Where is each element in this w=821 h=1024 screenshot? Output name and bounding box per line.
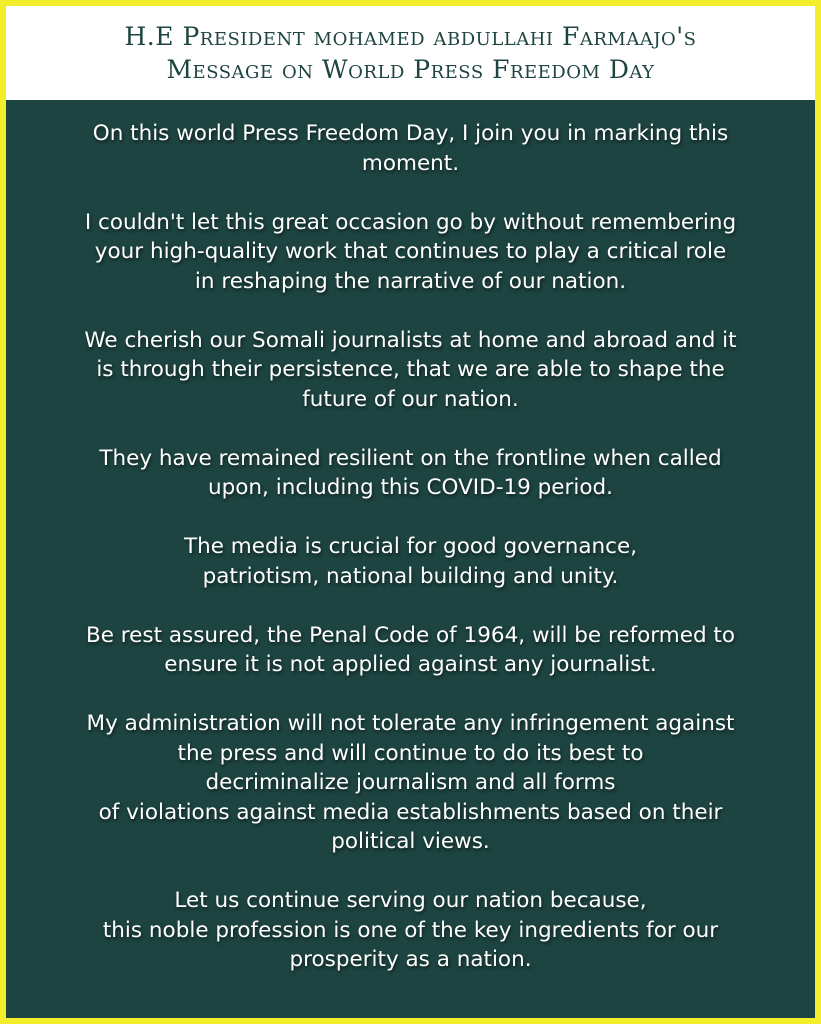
paragraph-line: moment. (361, 150, 460, 176)
paragraph-line: is through their persistence, that we are able to shape the (96, 357, 725, 382)
paragraph-line: your high-quality work that continues to play a critical role (94, 239, 727, 264)
paragraph-1 (26, 119, 795, 178)
paragraph-line: the press and will continue to do its best to (177, 740, 644, 766)
paragraph-7 (26, 709, 795, 857)
paragraph-line: decriminalize journalism and all forms (205, 770, 616, 795)
paragraph-line: On this world Press Freedom Day, I join you in marking this (92, 121, 729, 146)
title-line-2: Message on World Press Freedom Day (166, 55, 655, 84)
paragraph-line: ensure it is not applied against any journalist. (164, 652, 657, 677)
message-body (26, 119, 795, 975)
paragraph-line: We cherish our Somali journalists at home and abroad and it (84, 327, 737, 353)
paragraph-line: They have remained resilient on the frontline when called (99, 445, 722, 471)
paragraph-6 (26, 621, 795, 680)
paragraph-2 (26, 208, 795, 297)
paragraph-line: I couldn't let this great occasion go by without remembering (84, 209, 737, 235)
paragraph-line: Be rest assured, the Penal Code of 1964, will be reformed to (85, 622, 736, 648)
paragraph-line: in reshaping the narrative of our nation. (194, 268, 627, 294)
paragraph-line: The media is crucial for good governance, (183, 534, 638, 559)
paragraph-8 (26, 886, 795, 975)
paragraph-line: this noble profession is one of the key ingredients for our (102, 917, 719, 943)
title-line-1: H.E President mohamed abdullahi Farmaajo's (124, 22, 697, 51)
message-card (6, 6, 815, 1018)
paragraph-5 (26, 532, 795, 591)
paragraph-line: future of our nation. (302, 386, 519, 412)
title-banner (6, 6, 815, 100)
paragraph-3 (26, 326, 795, 415)
paragraph-line: of violations against media establishments based on their (98, 799, 723, 825)
paragraph-4 (26, 444, 795, 503)
paragraph-line: political views. (331, 829, 490, 854)
paragraph-line: My administration will not tolerate any infringement against (86, 711, 735, 736)
paragraph-line: patriotism, national building and unity. (202, 563, 619, 589)
paragraph-line: upon, including this COVID-19 period. (208, 475, 613, 500)
paragraph-line: prosperity as a nation. (289, 947, 532, 972)
paragraph-line: Let us continue serving our nation because, (174, 888, 647, 913)
